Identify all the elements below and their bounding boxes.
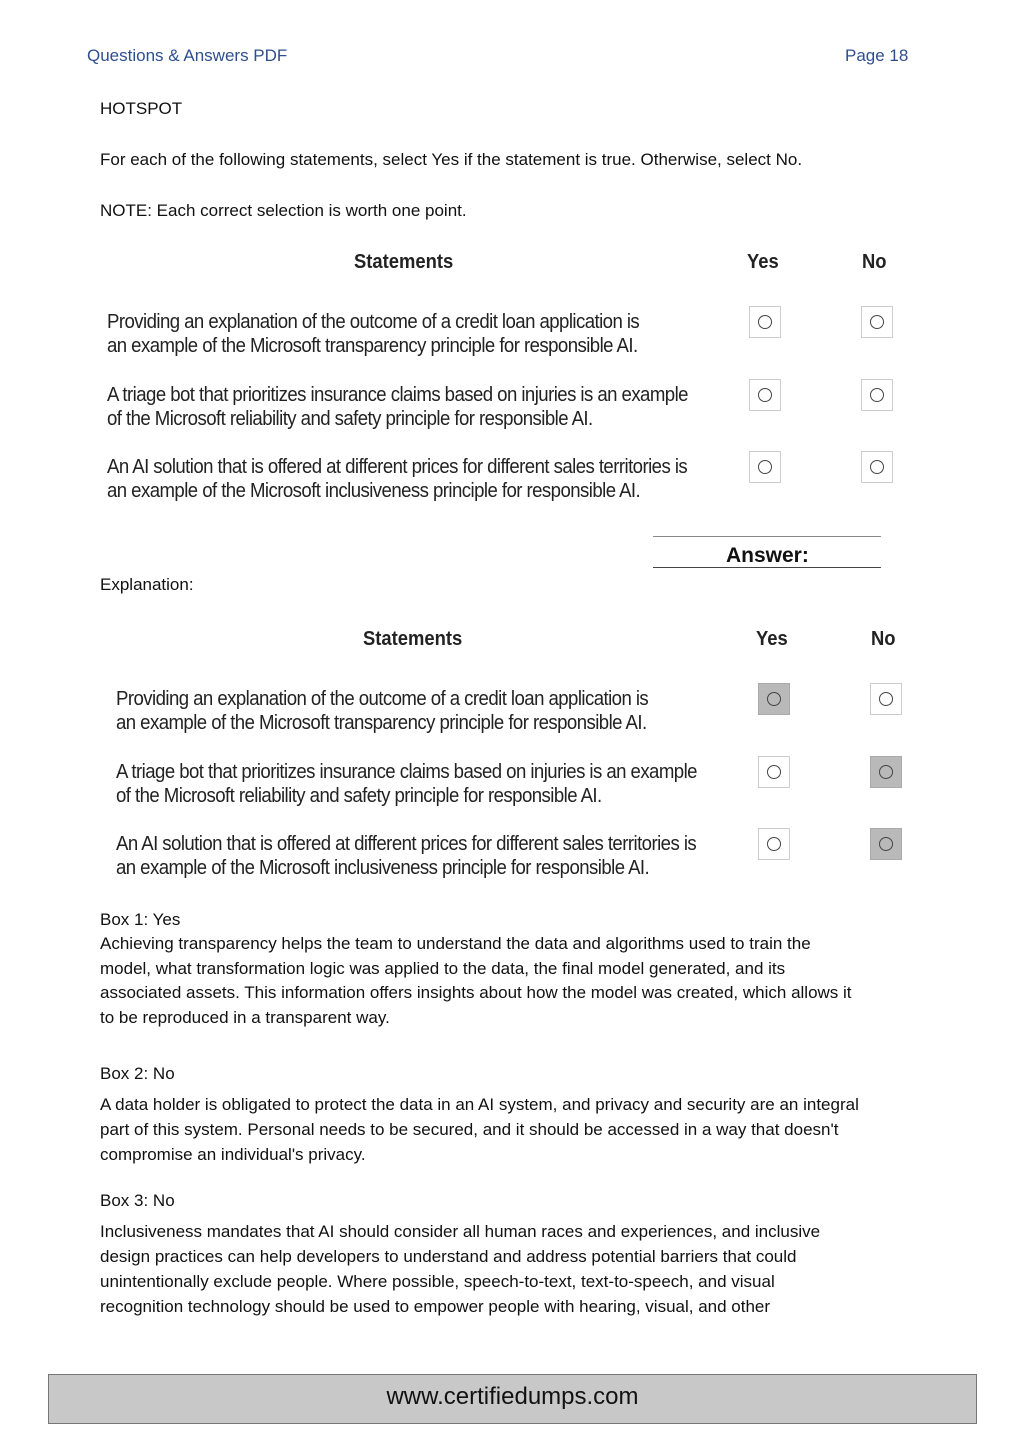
statement-1-line-2: an example of the Microsoft transparency principle for responsible AI. — [116, 712, 647, 734]
radio-icon — [879, 765, 893, 779]
radio-icon — [758, 315, 772, 329]
statement-2-line-1: A triage bot that prioritizes insurance claims based on injuries is an example — [116, 761, 697, 783]
box-1-line: model, what transformation logic was applied to the data, the final model generated, and its — [100, 959, 786, 978]
divider — [653, 536, 881, 537]
box-1-line: associated assets. This information offers insights about how the model was created, which allows it — [100, 983, 852, 1002]
header-title: Questions & Answers PDF — [87, 46, 288, 65]
a2-yes-option — [758, 756, 790, 788]
radio-icon — [870, 388, 884, 402]
statement-1-line-1: Providing an explanation of the outcome of a credit loan application is — [116, 688, 649, 710]
box-3-line: recognition technology should be used to empower people with hearing, visual, and other — [100, 1297, 771, 1316]
a2-no-option — [870, 756, 902, 788]
box-1-title: Box 1: Yes — [100, 910, 181, 929]
radio-icon — [767, 765, 781, 779]
statements-header: Statements — [363, 628, 463, 650]
q3-yes-option[interactable] — [749, 451, 781, 483]
box-3-line: design practices can help developers to understand and address potential barriers that could — [100, 1247, 797, 1266]
yes-header: Yes — [756, 628, 788, 650]
radio-icon — [870, 460, 884, 474]
box-2-title: Box 2: No — [100, 1064, 175, 1083]
radio-icon — [767, 692, 781, 706]
footer-bar — [48, 1374, 977, 1424]
box-3-title: Box 3: No — [100, 1191, 175, 1210]
a1-yes-option — [758, 683, 790, 715]
statement-2-line-2: of the Microsoft reliability and safety principle for responsible AI. — [107, 408, 593, 430]
question-type: HOTSPOT — [100, 99, 183, 118]
explanation-label: Explanation: — [100, 575, 194, 594]
footer-url[interactable]: www.certifiedumps.com — [386, 1383, 639, 1410]
q1-yes-option[interactable] — [749, 306, 781, 338]
radio-icon — [879, 837, 893, 851]
box-2-line: A data holder is obligated to protect the data in an AI system, and privacy and security are an integral — [100, 1095, 859, 1114]
box-1-line: to be reproduced in a transparent way. — [100, 1008, 390, 1027]
statement-3-line-1: An AI solution that is offered at different prices for different sales territories is — [116, 833, 697, 855]
a1-no-option — [870, 683, 902, 715]
box-3-line: Inclusiveness mandates that AI should consider all human races and experiences, and inclusive — [100, 1222, 821, 1241]
radio-icon — [767, 837, 781, 851]
q2-no-option[interactable] — [861, 379, 893, 411]
a3-no-option — [870, 828, 902, 860]
question-instruction: For each of the following statements, select Yes if the statement is true. Otherwise, select No. — [100, 150, 803, 169]
radio-icon — [870, 315, 884, 329]
divider — [653, 567, 881, 568]
no-header: No — [862, 251, 887, 273]
radio-icon — [758, 388, 772, 402]
radio-icon — [879, 692, 893, 706]
statement-2-line-2: of the Microsoft reliability and safety principle for responsible AI. — [116, 785, 602, 807]
q2-yes-option[interactable] — [749, 379, 781, 411]
q1-no-option[interactable] — [861, 306, 893, 338]
statement-3-line-2: an example of the Microsoft inclusiveness principle for responsible AI. — [116, 857, 650, 879]
statement-2-line-1: A triage bot that prioritizes insurance claims based on injuries is an example — [107, 384, 688, 406]
q3-no-option[interactable] — [861, 451, 893, 483]
no-header: No — [871, 628, 896, 650]
page-number: Page 18 — [845, 46, 909, 65]
statement-1-line-2: an example of the Microsoft transparency principle for responsible AI. — [107, 335, 638, 357]
box-3-line: unintentionally exclude people. Where possible, speech-to-text, text-to-speech, and visual — [100, 1272, 775, 1291]
yes-header: Yes — [747, 251, 779, 273]
radio-icon — [758, 460, 772, 474]
answer-label: Answer: — [726, 544, 809, 567]
statement-3-line-1: An AI solution that is offered at different prices for different sales territories is — [107, 456, 688, 478]
question-note: NOTE: Each correct selection is worth one point. — [100, 201, 467, 220]
box-1-line: Achieving transparency helps the team to understand the data and algorithms used to train the — [100, 934, 811, 953]
box-2-line: compromise an individual's privacy. — [100, 1145, 366, 1164]
answer-heading — [653, 536, 881, 569]
statement-1-line-1: Providing an explanation of the outcome of a credit loan application is — [107, 311, 640, 333]
box-2-line: part of this system. Personal needs to be secured, and it should be accessed in a way that doesn't — [100, 1120, 839, 1139]
statements-header: Statements — [354, 251, 454, 273]
a3-yes-option — [758, 828, 790, 860]
statement-3-line-2: an example of the Microsoft inclusiveness principle for responsible AI. — [107, 480, 641, 502]
